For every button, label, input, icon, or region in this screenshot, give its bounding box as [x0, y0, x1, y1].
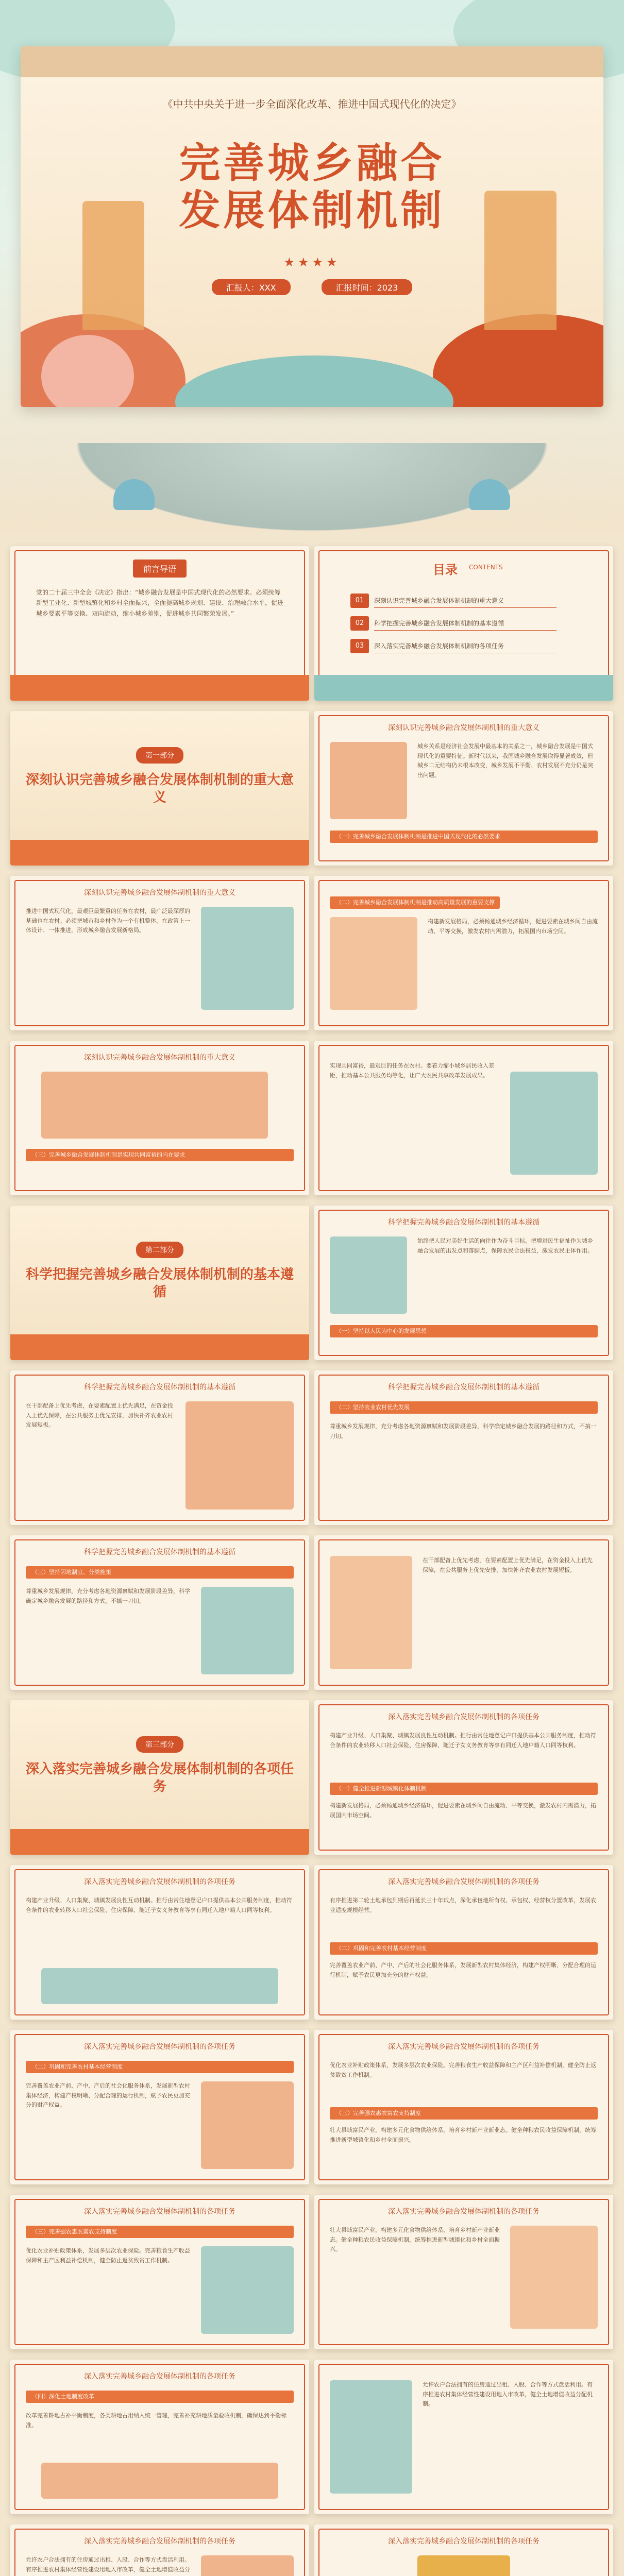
content-slide	[10, 1041, 309, 1195]
content-slide	[314, 1865, 613, 2020]
highlight-bar: （四）深化土地制度改革	[26, 2391, 294, 2403]
wave-decoration	[314, 675, 613, 701]
cover-title-line1: 完善城乡融合	[179, 139, 445, 187]
content-slide	[314, 2195, 613, 2349]
content-slide	[10, 1865, 309, 2020]
city-building-decoration	[484, 191, 556, 330]
slide-title: 深入落实完善城乡融合发展体制机制的各项任务	[388, 2043, 539, 2051]
section-1-slide	[10, 711, 309, 866]
toc-title-en: CONTENTS	[469, 564, 503, 571]
cover-stars: ★★★★	[283, 255, 341, 269]
section-badge: 第二部分	[136, 1242, 183, 1258]
section-2-slide	[10, 1206, 309, 1360]
cover-subtitle: 《中共中央关于进一步全面深化改革、推进中国式现代化的决定》	[162, 98, 462, 110]
toc-number: 02	[350, 616, 369, 631]
pagoda-illustration	[417, 2555, 510, 2576]
slide-title: 深刻认识完善城乡融合发展体制机制的重大意义	[84, 889, 235, 897]
content-slide	[314, 1700, 613, 1855]
slide-title: 科学把握完善城乡融合发展体制机制的基本遵循	[84, 1548, 235, 1556]
foreword-text: 党的二十届三中全会《决定》指出：“城乡融合发展是中国式现代化的必然要求。必须统筹新型工业化、新型城镇化和乡村全面振兴，全面提高城乡规划、建设、治理融合水平，促进城乡要素平等交换、双向流动，缩小城乡差别，促进城乡共同繁荣发展。”	[36, 589, 284, 617]
slide-paragraph: 推进中国式现代化，最艰巨最繁重的任务在农村，最广泛最深厚的基础也在农村。必须把城市和乡村作为一个有机整体，在政策上一体设计、一体推进，形成城乡融合发展新格局。	[26, 908, 190, 934]
content-slide	[314, 1535, 613, 1690]
highlight-bar: （二）巩固和完善农村基本经营制度	[330, 1942, 598, 1955]
section-badge: 第三部分	[136, 1736, 183, 1753]
slide-paragraph: 城乡关系是经济社会发展中最基本的关系之一，城乡融合发展是中国式现代化的重要特征。新时代以来，我国城乡融合发展取得显著成效，但城乡二元结构仍未根本改变，城乡发展不平衡、农村发展不充分仍是突出问题。	[417, 743, 593, 779]
wave-decoration	[175, 355, 453, 407]
cover-slide	[21, 46, 603, 407]
slide-paragraph: 实现共同富裕，最艰巨的任务在农村。要着力缩小城乡居民收入差距，推动基本公共服务均等化，让广大农民共享改革发展成果。	[330, 1062, 494, 1079]
landscape-illustration	[41, 1968, 278, 2004]
section-title: 深入落实完善城乡融合发展体制机制的各项任务	[25, 1761, 294, 1794]
section-3-slide	[10, 1700, 309, 1855]
content-slide	[314, 2360, 613, 2514]
toc-item[interactable]	[350, 616, 556, 631]
slide-paragraph: 壮大县域富民产业，构建多元化食物供给体系，培育乡村新产业新业态。健全种粮农民收益保障机制，统筹推进新型城镇化和乡村全面振兴。	[330, 2127, 596, 2143]
slide-title: 深入落实完善城乡融合发展体制机制的各项任务	[84, 2372, 235, 2381]
slide-paragraph: 完善覆盖农业产前、产中、产后的社会化服务体系，发展新型农村集体经济，构建产权明晰、分配合理的运行机制，赋予农民更加充分的财产权益。	[330, 1962, 596, 1978]
highlight-bar: （三）完善强农惠农富农支持制度	[330, 2107, 598, 2120]
content-slide	[314, 711, 613, 866]
slide-title: 科学把握完善城乡融合发展体制机制的基本遵循	[84, 1383, 235, 1392]
content-slide	[10, 2524, 309, 2576]
content-slide	[314, 1370, 613, 1525]
slide-paragraph: 在干部配备上优先考虑，在要素配置上优先满足，在资金投入上优先保障，在公共服务上优先安排，加快补齐农业农村发展短板。	[26, 1402, 173, 1429]
slide-title: 科学把握完善城乡融合发展体制机制的基本遵循	[388, 1218, 539, 1227]
highlight-bar: （二）坚持农业农村优先发展	[330, 1401, 598, 1414]
highlight-bar: （三）完善城乡融合发展体制机制是实现共同富裕的内在要求	[26, 1149, 294, 1161]
slide-paragraph: 完善覆盖农业产前、产中、产后的社会化服务体系，发展新型农村集体经济，构建产权明晰、分配合理的运行机制，赋予农民更加充分的财产权益。	[26, 2082, 190, 2109]
content-slide	[314, 1206, 613, 1360]
toc-slide	[314, 546, 613, 701]
toc-label: 深刻认识完善城乡融合发展体制机制的重大意义	[374, 594, 556, 608]
date-pill: 汇报时间：2023	[322, 279, 413, 295]
illustration-decoration	[330, 1236, 407, 1314]
content-slide	[10, 1535, 309, 1690]
highlight-bar: （一）完善城乡融合发展体制机制是推进中国式现代化的必然要求	[330, 831, 598, 843]
slide-title: 深入落实完善城乡融合发展体制机制的各项任务	[84, 1878, 235, 1886]
slide-title: 深刻认识完善城乡融合发展体制机制的重大意义	[84, 1054, 235, 1062]
skyline-illustration	[201, 2555, 294, 2576]
toc-label: 科学把握完善城乡融合发展体制机制的基本遵循	[374, 617, 556, 631]
pagoda-illustration	[510, 1072, 598, 1175]
slide-paragraph: 构建产业升级、人口集聚、城镇发展良性互动机制。推行由常住地登记户口提供基本公共服务制度，推动符合条件的农业转移人口社会保险、住房保障、随迁子女义务教育等享有同迁入地户籍人口同等权利。	[330, 1732, 596, 1749]
slide-paragraph: 在干部配备上优先考虑，在要素配置上优先满足，在资金投入上优先保障，在公共服务上优先安排，加快补齐农业农村发展短板。	[423, 1557, 593, 1573]
wave-decoration	[10, 840, 309, 866]
slide-paragraph: 始终把人民对美好生活的向往作为奋斗目标，把增进民生福祉作为城乡融合发展的出发点和落脚点，保障农民合法权益，激发农民主体作用。	[417, 1238, 593, 1254]
tower-illustration	[330, 2380, 412, 2494]
tower-illustration	[185, 1401, 294, 1510]
reporter-pill: 汇报人：XXX	[212, 279, 291, 295]
slide-frame	[318, 1704, 609, 1851]
section-badge: 第一部分	[136, 747, 183, 764]
toc-title: 目录	[433, 563, 458, 577]
slide-title: 深入落实完善城乡融合发展体制机制的各项任务	[388, 1713, 539, 1721]
highlight-bar: （二）完善城乡融合发展体制机制是推动高质量发展的重要支撑	[330, 896, 500, 909]
slide-paragraph: 尊重城乡发展规律，充分考虑各地资源禀赋和发展阶段差异，科学确定城乡融合发展的路径和方式，不搞一刀切。	[330, 1423, 596, 1439]
content-slide	[314, 2030, 613, 2184]
foreword-heading: 前言导语	[133, 560, 187, 578]
content-slide	[10, 876, 309, 1030]
highlight-bar: （三）完善强农惠农富农支持制度	[26, 2226, 294, 2238]
illustration-decoration	[330, 742, 407, 819]
slide-title: 深入落实完善城乡融合发展体制机制的各项任务	[388, 1878, 539, 1886]
slide-title: 深入落实完善城乡融合发展体制机制的各项任务	[84, 2208, 235, 2216]
pavilion-illustration	[201, 907, 294, 1010]
slide-paragraph: 优化农业补贴政策体系，发展多层次农业保险。完善粮食生产收益保障和主产区利益补偿机制，健全防止返贫致贫工作机制。	[26, 2247, 190, 2264]
slide-title: 深入落实完善城乡融合发展体制机制的各项任务	[84, 2537, 235, 2546]
highlight-bar: （二）巩固和完善农村基本经营制度	[26, 2061, 294, 2073]
slide-paragraph: 构建产业升级、人口集聚、城镇发展良性互动机制。推行由常住地登记户口提供基本公共服务制度，推动符合条件的农业转移人口社会保险、住房保障、随迁子女义务教育等享有同迁入地户籍人口同等权利。	[26, 1897, 292, 1913]
highlight-bar: （三）坚持因地制宜、分类施策	[26, 1566, 294, 1579]
section-title: 深刻认识完善城乡融合发展体制机制的重大意义	[25, 772, 294, 805]
content-slide	[10, 2360, 309, 2514]
section-title: 科学把握完善城乡融合发展体制机制的基本遵循	[25, 1267, 294, 1300]
city-illustration	[510, 2226, 598, 2329]
slide-paragraph: 构建新发展格局，必须畅通城乡经济循环，促进要素在城乡间自由流动、平等交换，激发农村内需潜力，拓展国内市场空间。	[428, 918, 598, 935]
highlight-bar: （一）坚持以人民为中心的发展思想	[330, 1325, 598, 1337]
slide-title: 深刻认识完善城乡融合发展体制机制的重大意义	[388, 724, 539, 732]
slide-paragraph: 壮大县域富民产业，构建多元化食物供给体系，培育乡村新产业新业态。健全种粮农民收益保障机制，统筹推进新型城镇化和乡村全面振兴。	[330, 2227, 500, 2253]
landscape-illustration	[201, 1587, 294, 1674]
cover-scene	[0, 0, 624, 531]
slide-frame	[318, 1375, 609, 1521]
bridge-illustration	[201, 2246, 294, 2334]
skyline-illustration	[41, 1072, 268, 1139]
slide-title: 科学把握完善城乡融合发展体制机制的基本遵循	[388, 1383, 539, 1392]
content-slide	[10, 1370, 309, 1525]
toc-item[interactable]	[350, 594, 556, 608]
toc-item[interactable]	[350, 639, 556, 653]
pavilion-illustration	[201, 2081, 294, 2169]
city-illustration	[330, 1556, 412, 1669]
slide-paragraph: 改革完善耕地占补平衡制度，各类耕地占用纳入统一管理，完善补充耕地质量验收机制，确保达到平衡标准。	[26, 2412, 286, 2429]
content-slide	[314, 876, 613, 1030]
wave-decoration	[10, 1829, 309, 1855]
content-slide	[314, 1041, 613, 1195]
slide-title: 深入落实完善城乡融合发展体制机制的各项任务	[388, 2537, 539, 2546]
slide-paragraph: 优化农业补贴政策体系，发展多层次农业保险。完善粮食生产收益保障和主产区利益补偿机制，健全防止返贫致贫工作机制。	[330, 2062, 596, 2078]
city-illustration	[330, 917, 417, 1010]
city-building-decoration	[82, 201, 144, 330]
wave-decoration	[10, 675, 309, 701]
slide-paragraph: 有序推进第二轮土地承包到期后再延长三十年试点，深化承包地所有权、承包权、经营权分置改革，发展农业适度规模经营。	[330, 1897, 596, 1913]
slide-paragraph: 允许农户合法拥有的住房通过出租、入股、合作等方式盘活利用。有序推进农村集体经营性建设用地入市改革，健全土地增值收益分	[26, 2556, 190, 2573]
slide-paragraph: 构建新发展格局，必须畅通城乡经济循环，促进要素在城乡间自由流动、平等交换，激发农村内需潜力，拓展国内市场空间。	[330, 1802, 596, 1819]
slide-title: 深入落实完善城乡融合发展体制机制的各项任务	[388, 2208, 539, 2216]
content-slide	[314, 2524, 613, 2576]
slide-title: 深入落实完善城乡融合发展体制机制的各项任务	[84, 2043, 235, 2051]
toc-number: 01	[350, 594, 369, 608]
highlight-bar: （一）健全推进新型城镇化体制机制	[330, 1783, 598, 1795]
cover-top-band	[21, 46, 603, 77]
landscape-illustration	[41, 2463, 278, 2499]
content-slide	[10, 2195, 309, 2349]
slide-paragraph: 尊重城乡发展规律，充分考虑各地资源禀赋和发展阶段差异，科学确定城乡融合发展的路径和方式，不搞一刀切。	[26, 1588, 190, 1604]
wave-decoration	[10, 1334, 309, 1360]
cover-title-line2: 发展体制机制	[179, 186, 445, 234]
content-slide	[10, 2030, 309, 2184]
foreword-slide	[10, 546, 309, 701]
toc-number: 03	[350, 639, 369, 653]
slide-paragraph: 允许农户合法拥有的住房通过出租、入股、合作等方式盘活利用。有序推进农村集体经营性建设用地入市改革，健全土地增值收益分配机制。	[423, 2381, 593, 2408]
toc-label: 深入落实完善城乡融合发展体制机制的各项任务	[374, 639, 556, 653]
